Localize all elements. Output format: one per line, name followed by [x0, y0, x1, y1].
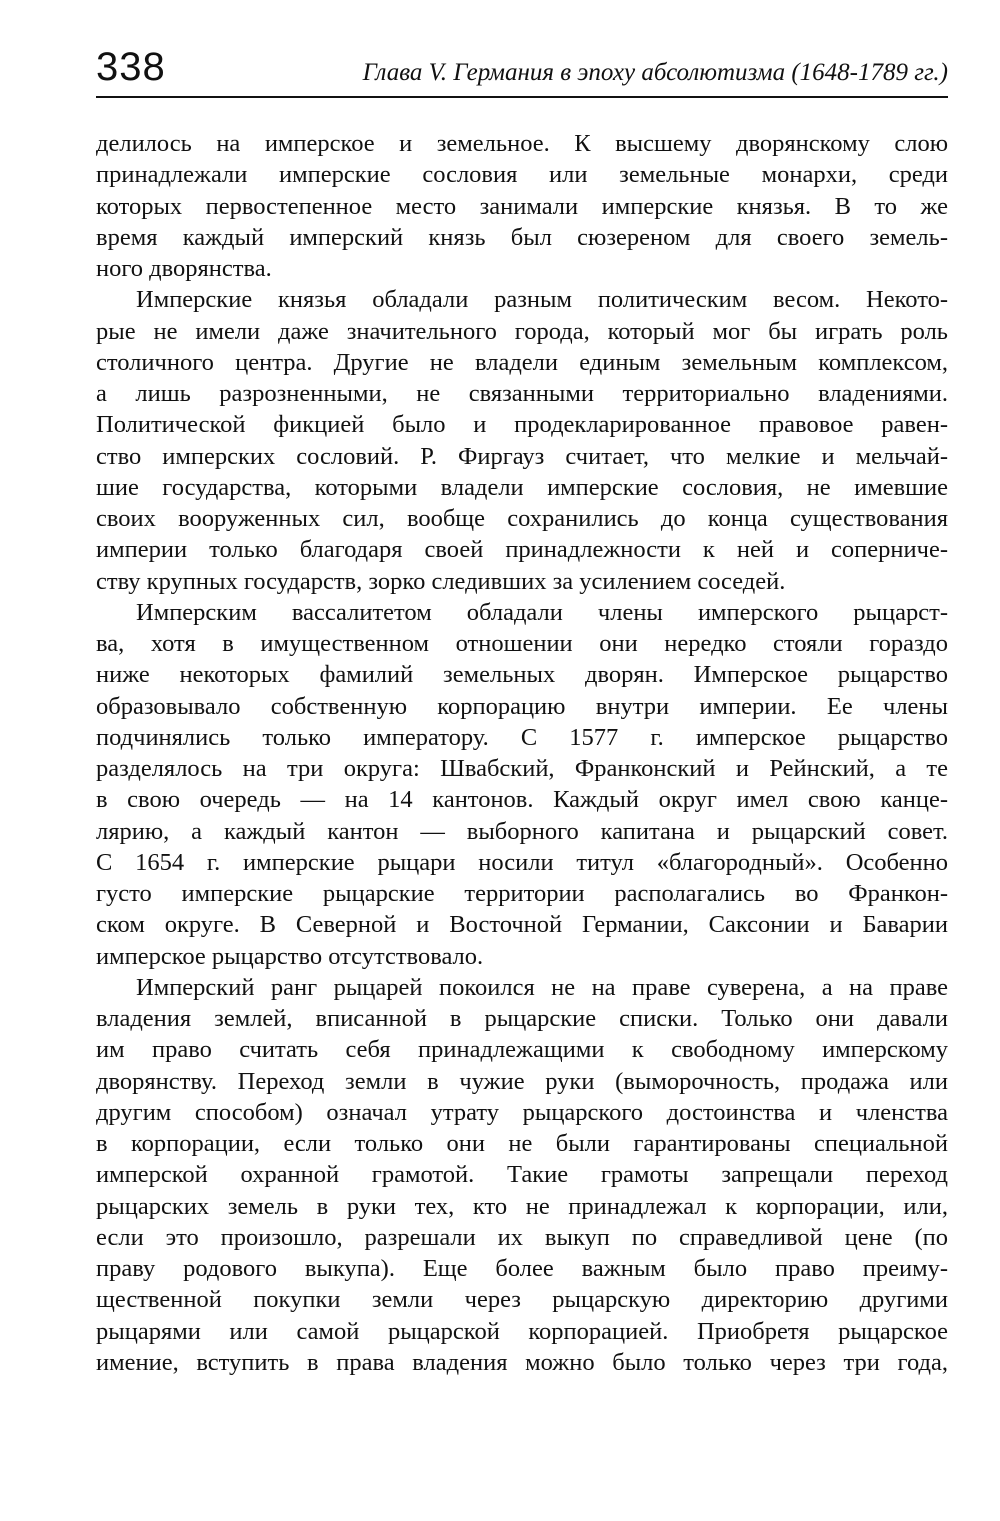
text-line: имение, вступить в права владения можно было только через три года, [96, 1348, 948, 1376]
text-line: рые не имели даже значительного города, который мог бы играть роль [96, 317, 948, 345]
text-line: империи только благодаря своей принадлежности к ней и соперниче- [96, 536, 948, 564]
text-line: им право считать себя принадлежащими к свободному имперскому [96, 1036, 948, 1064]
text-line: ском округе. В Северной и Восточной Германии, Саксонии и Баварии [96, 911, 948, 939]
text-line: щественной покупки земли через рыцарскую директорию другими [96, 1286, 948, 1314]
text-line: владения землей, вписанной в рыцарские списки. Только они давали [96, 1005, 948, 1032]
text-line: подчинялись только императору. С 1577 г. имперское рыцарство [96, 723, 948, 751]
text-line: рыцарских земель в руки тех, кто не принадлежал к корпорации, или, [96, 1192, 948, 1220]
text-line: шие государства, которыми владели имперские сословия, не имевшие [96, 473, 948, 501]
text-line: а лишь разрозненными, не связанными территориально владениями. [96, 380, 948, 407]
page-number: 338 [96, 45, 166, 89]
text-line: праву родового выкупа). Еще более важным было право преиму- [96, 1255, 948, 1282]
text-line: образовывало собственную корпорацию внутри империи. Ее члены [96, 692, 948, 720]
text-line: в корпорации, если только они не были гарантированы специальной [96, 1130, 948, 1157]
text-line: Политической фикцией было и продекларированное правовое равен- [96, 411, 948, 439]
paragraph-3 [96, 597, 948, 972]
text-line: рыцарями или самой рыцарской корпорацией. Приобретя рыцарское [96, 1317, 948, 1345]
text-line: имперское рыцарство отсутствовало. [96, 942, 484, 970]
text-line: если это произошло, разрешали их выкуп по справедливой цене (по [96, 1223, 948, 1251]
text-line: лярию, а каждый кантон — выборного капитана и рыцарский совет. [96, 817, 948, 845]
text-line: которых первостепенное место занимали имперские князья. В то же [96, 192, 948, 220]
text-line: время каждый имперский князь был сюзереном для своего земель- [96, 223, 948, 251]
chapter-title: Глава V. Германия в эпоху абсолютизма (1648-1789 гг.) [362, 59, 948, 86]
text-line: дворянству. Переход земли в чужие руки (выморочность, продажа или [96, 1067, 948, 1095]
text-line: другим способом) означал утрату рыцарского достоинства и членства [96, 1098, 948, 1126]
text-line: ниже некоторых фамилий земельных дворян. Имперское рыцарство [96, 661, 948, 689]
text-line: имперской охранной грамотой. Такие грамоты запрещали переход [96, 1161, 948, 1189]
text-line: ного дворянства. [96, 255, 272, 282]
text-line: своих вооруженных сил, вообще сохранились до конца существования [96, 505, 948, 532]
text-line: Имперский ранг рыцарей покоился не на праве суверена, а на праве [136, 973, 948, 1001]
text-line: ва, хотя в имущественном отношении они нередко стояли гораздо [96, 630, 948, 657]
text-line: в свою очередь — на 14 кантонов. Каждый округ имел свою канце- [96, 786, 948, 814]
paragraph-1 [96, 128, 948, 284]
text-line: ство имперских сословий. Р. Фиргауз считает, что мелкие и мельчай- [96, 442, 948, 470]
text-line: Имперские князья обладали разным политическим весом. Некото- [136, 286, 948, 314]
running-head [96, 40, 948, 98]
paragraph-2 [96, 284, 948, 597]
text-line: ству крупных государств, зорко следивших за усилением соседей. [96, 567, 786, 595]
paragraph-4 [96, 972, 948, 1378]
text-line: разделялось на три округа: Швабский, Франконский и Рейнский, а те [96, 755, 948, 782]
text-line: густо имперские рыцарские территории располагались во Франкон- [96, 880, 948, 907]
text-line: С 1654 г. имперские рыцари носили титул «благородный». Особенно [96, 848, 948, 876]
text-line: делилось на имперское и земельное. К высшему дворянскому слою [96, 130, 948, 157]
body-text [96, 128, 948, 1378]
text-line: принадлежали имперские сословия или земельные монархи, среди [96, 161, 948, 189]
text-line: столичного центра. Другие не владели единым земельным комплексом, [96, 348, 948, 376]
text-line: Имперским вассалитетом обладали члены имперского рыцарст- [136, 598, 948, 626]
